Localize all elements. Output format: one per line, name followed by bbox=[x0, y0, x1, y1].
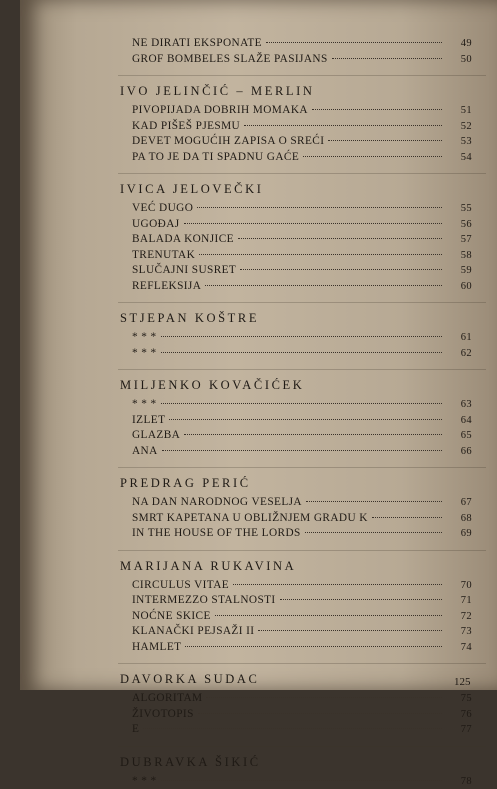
dot-leader bbox=[328, 140, 442, 141]
entry-title: GLAZBA bbox=[132, 428, 180, 444]
toc-entry bbox=[132, 444, 472, 460]
author-heading: IVICA JELOVEČKI bbox=[120, 180, 472, 198]
toc-section bbox=[132, 746, 472, 789]
dot-leader bbox=[161, 352, 442, 353]
entry-page-number: 67 bbox=[446, 495, 472, 511]
dot-leader bbox=[280, 599, 442, 600]
dot-leader bbox=[305, 532, 442, 533]
toc-section bbox=[132, 36, 472, 67]
dot-leader bbox=[161, 403, 442, 404]
page-number: 125 bbox=[454, 676, 471, 688]
toc-entry bbox=[132, 397, 472, 413]
entry-title: HAMLET bbox=[132, 640, 181, 656]
entry-title: PA TO JE DA TI SPADNU GAĆE bbox=[132, 150, 299, 166]
entry-title: E bbox=[132, 722, 139, 738]
entry-title: VEĆ DUGO bbox=[132, 201, 193, 217]
entry-title: CIRCULUS VITAE bbox=[132, 578, 229, 594]
entry-title: SLUČAJNI SUSRET bbox=[132, 263, 236, 279]
toc-section bbox=[132, 663, 472, 738]
toc-entry bbox=[132, 279, 472, 295]
entry-page-number: 52 bbox=[446, 119, 472, 135]
entry-title: INTERMEZZO STALNOSTI bbox=[132, 593, 276, 609]
dot-leader bbox=[169, 419, 442, 420]
toc-entry bbox=[132, 511, 472, 527]
toc-entry bbox=[132, 134, 472, 150]
entry-title: IN THE HOUSE OF THE LORDS bbox=[132, 526, 301, 542]
entry-title: KLANAČKI PEJSAŽI II bbox=[132, 624, 254, 640]
dot-leader bbox=[161, 336, 442, 337]
book-page bbox=[20, 0, 497, 690]
dot-leader bbox=[199, 254, 442, 255]
toc-entry bbox=[132, 774, 472, 789]
entry-page-number: 72 bbox=[446, 609, 472, 625]
dot-leader bbox=[372, 517, 442, 518]
section-divider bbox=[118, 550, 486, 551]
entry-title: NOĆNE SKICE bbox=[132, 609, 211, 625]
dot-leader bbox=[161, 780, 442, 781]
toc-entry bbox=[132, 691, 472, 707]
entry-page-number: 61 bbox=[446, 330, 472, 346]
dot-leader bbox=[162, 450, 442, 451]
entry-title: BALADA KONJICE bbox=[132, 232, 234, 248]
toc-entry bbox=[132, 526, 472, 542]
entry-page-number: 54 bbox=[446, 150, 472, 166]
entry-title: * * * bbox=[132, 330, 157, 346]
dot-leader bbox=[206, 697, 442, 698]
author-heading: DUBRAVKA ŠIKIĆ bbox=[120, 753, 472, 771]
toc-entry bbox=[132, 640, 472, 656]
dot-leader bbox=[198, 713, 442, 714]
toc-entry bbox=[132, 330, 472, 346]
entry-page-number: 50 bbox=[446, 52, 472, 68]
entry-title: TRENUTAK bbox=[132, 248, 195, 264]
toc-entry bbox=[132, 413, 472, 429]
entry-title: * * * bbox=[132, 397, 157, 413]
author-heading: PREDRAG PERIĆ bbox=[120, 474, 472, 492]
entry-page-number: 55 bbox=[446, 201, 472, 217]
section-divider bbox=[118, 467, 486, 468]
toc-entry bbox=[132, 263, 472, 279]
section-divider bbox=[118, 75, 486, 76]
dot-leader bbox=[184, 434, 442, 435]
toc-section bbox=[132, 369, 472, 459]
toc-entry bbox=[132, 578, 472, 594]
section-divider bbox=[118, 369, 486, 370]
toc-section bbox=[132, 302, 472, 361]
entry-title: KAD PIŠEŠ PJESMU bbox=[132, 119, 240, 135]
entry-page-number: 76 bbox=[446, 707, 472, 723]
toc-entry bbox=[132, 52, 472, 68]
author-heading: MARIJANA RUKAVINA bbox=[120, 557, 472, 575]
author-heading: IVO JELINČIĆ – MERLIN bbox=[120, 82, 472, 100]
toc-entry bbox=[132, 428, 472, 444]
entry-page-number: 58 bbox=[446, 248, 472, 264]
entry-title: ALGORITAM bbox=[132, 691, 202, 707]
author-heading: MILJENKO KOVAČIĆEK bbox=[120, 376, 472, 394]
toc-section bbox=[132, 467, 472, 542]
entry-page-number: 57 bbox=[446, 232, 472, 248]
entry-page-number: 56 bbox=[446, 217, 472, 233]
dot-leader bbox=[233, 584, 442, 585]
toc-section bbox=[132, 173, 472, 294]
section-divider bbox=[118, 173, 486, 174]
author-heading: DAVORKA SUDAC bbox=[120, 670, 472, 688]
toc-entry bbox=[132, 624, 472, 640]
dot-leader bbox=[205, 285, 442, 286]
entry-title: ANA bbox=[132, 444, 158, 460]
entry-page-number: 49 bbox=[446, 36, 472, 52]
toc-entry bbox=[132, 707, 472, 723]
dot-leader bbox=[332, 58, 442, 59]
entry-page-number: 78 bbox=[446, 774, 472, 789]
dot-leader bbox=[266, 42, 442, 43]
entry-title: REFLEKSIJA bbox=[132, 279, 201, 295]
dot-leader bbox=[306, 501, 442, 502]
dot-leader bbox=[185, 646, 442, 647]
dot-leader bbox=[143, 728, 442, 729]
toc-entry bbox=[132, 201, 472, 217]
entry-page-number: 69 bbox=[446, 526, 472, 542]
entry-title: GROF BOMBELES SLAŽE PASIJANS bbox=[132, 52, 328, 68]
section-divider bbox=[118, 663, 486, 664]
entry-title: SMRT KAPETANA U OBLIŽNJEM GRADU K bbox=[132, 511, 368, 527]
toc-entry bbox=[132, 248, 472, 264]
table-of-contents bbox=[132, 36, 472, 789]
entry-page-number: 64 bbox=[446, 413, 472, 429]
entry-page-number: 73 bbox=[446, 624, 472, 640]
entry-page-number: 51 bbox=[446, 103, 472, 119]
entry-page-number: 68 bbox=[446, 511, 472, 527]
toc-entry bbox=[132, 609, 472, 625]
dot-leader bbox=[303, 156, 442, 157]
dot-leader bbox=[238, 238, 442, 239]
entry-page-number: 53 bbox=[446, 134, 472, 150]
toc-entry bbox=[132, 150, 472, 166]
toc-entry bbox=[132, 346, 472, 362]
toc-entry bbox=[132, 722, 472, 738]
entry-page-number: 75 bbox=[446, 691, 472, 707]
toc-entry bbox=[132, 593, 472, 609]
entry-page-number: 77 bbox=[446, 722, 472, 738]
toc-entry bbox=[132, 119, 472, 135]
entry-page-number: 65 bbox=[446, 428, 472, 444]
dot-leader bbox=[184, 223, 442, 224]
dot-leader bbox=[312, 109, 442, 110]
entry-page-number: 63 bbox=[446, 397, 472, 413]
dot-leader bbox=[240, 269, 442, 270]
section-divider bbox=[118, 302, 486, 303]
toc-entry bbox=[132, 36, 472, 52]
section-divider bbox=[118, 746, 486, 747]
entry-title: PIVOPIJADA DOBRIH MOMAKA bbox=[132, 103, 308, 119]
author-heading: STJEPAN KOŠTRE bbox=[120, 309, 472, 327]
entry-page-number: 71 bbox=[446, 593, 472, 609]
entry-page-number: 62 bbox=[446, 346, 472, 362]
entry-title: * * * bbox=[132, 346, 157, 362]
toc-entry bbox=[132, 495, 472, 511]
entry-page-number: 66 bbox=[446, 444, 472, 460]
dot-leader bbox=[197, 207, 442, 208]
entry-title: * * * bbox=[132, 774, 157, 789]
toc-section bbox=[132, 75, 472, 165]
toc-section bbox=[132, 550, 472, 656]
entry-title: IZLET bbox=[132, 413, 165, 429]
toc-entry bbox=[132, 103, 472, 119]
entry-title: DEVET MOGUĆIH ZAPISA O SREĆI bbox=[132, 134, 324, 150]
entry-page-number: 59 bbox=[446, 263, 472, 279]
entry-title: UGOĐAJ bbox=[132, 217, 180, 233]
toc-entry bbox=[132, 232, 472, 248]
dot-leader bbox=[258, 630, 442, 631]
entry-title: ŽIVOTOPIS bbox=[132, 707, 194, 723]
dot-leader bbox=[244, 125, 442, 126]
entry-title: NA DAN NARODNOG VESELJA bbox=[132, 495, 302, 511]
toc-entry bbox=[132, 217, 472, 233]
entry-page-number: 60 bbox=[446, 279, 472, 295]
dot-leader bbox=[215, 615, 442, 616]
entry-title: NE DIRATI EKSPONATE bbox=[132, 36, 262, 52]
entry-page-number: 74 bbox=[446, 640, 472, 656]
entry-page-number: 70 bbox=[446, 578, 472, 594]
